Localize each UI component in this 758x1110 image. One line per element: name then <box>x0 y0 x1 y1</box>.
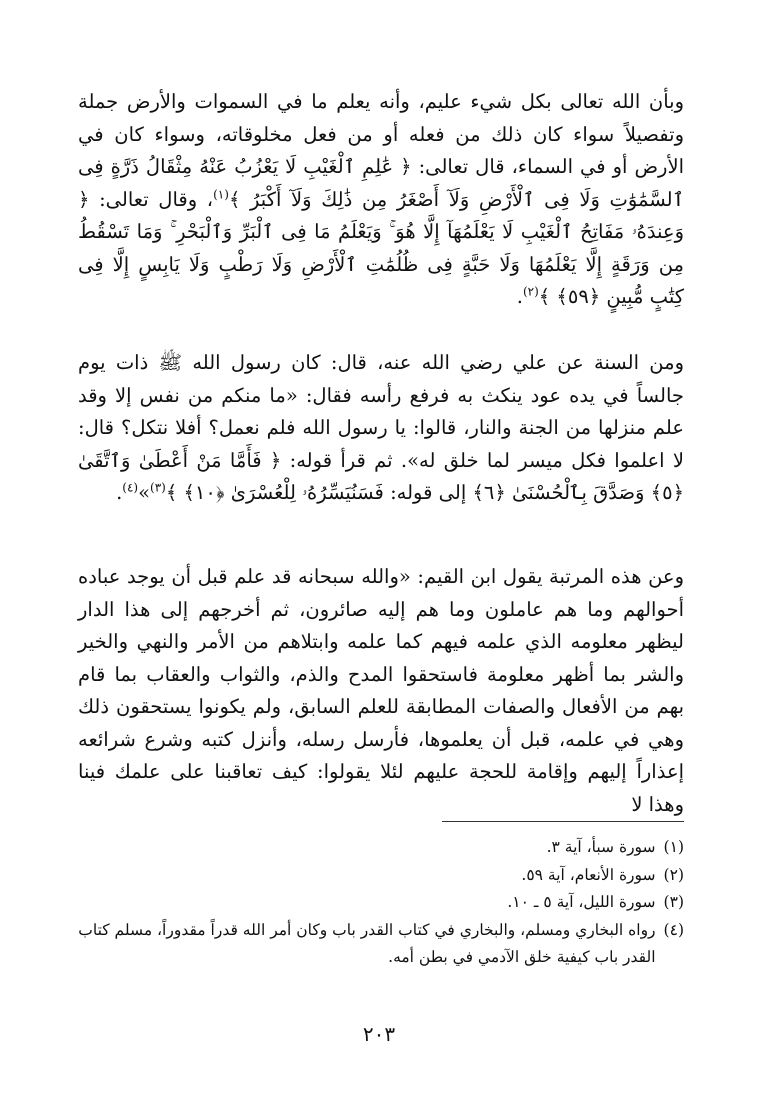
footnote-number: (٤) <box>663 920 684 939</box>
text-segment: وبأن الله تعالى بكل شيء عليم، وأنه يعلم ما في السموات والأرض جملة وتفصيلاً سواء كان ذلك من فعله أو من فعل مخلوقاته، وسواء كان في الأرض أو في السماء، قال تعالى: <box>78 90 684 178</box>
quran-verse: ﴿ فَأَمَّا مَنْ أَعْطَىٰ وَٱتَّقَىٰ ﴿٥﴾ وَصَدَّقَ بِٱلْحُسْنَىٰ ﴿٦﴾ <box>78 448 684 504</box>
footnote-item <box>78 834 684 862</box>
footnote-ref: (١) <box>213 187 229 201</box>
text-segment: إلى قوله: <box>383 481 473 504</box>
paragraph-sunnah <box>78 347 684 510</box>
quran-verse: فَسَنُيَسِّرُهُۥ لِلْعُسْرَىٰ ﴿١٠﴾ ﴾ <box>165 481 384 504</box>
footnote-text: سورة الليل، آية ٥ ـ ١٠. <box>507 893 656 911</box>
footnote-text: سورة سبأ، آية ٣. <box>546 838 656 856</box>
footnote-ref: (٤) <box>122 480 139 495</box>
footnotes <box>78 834 684 972</box>
footnote-divider <box>442 821 684 822</box>
text-segment: . <box>116 481 123 504</box>
text-segment: وعن هذه المرتبة يقول ابن القيم: «والله سبحانه قد علم قبل أن يوجد عباده أحوالهم وما هم عاملون وما هم إليه صائرون، ثم أخرجهم إلى هذا الدار ليظهر معلومه الذي علمه فيهم كما علمه وابتلاهم من الأمر والنهي والخير والشر بما أظهر معلومة فاستحقوا المدح والذم، والثواب والعقاب بما قام بهم من الأفعال والصفات المطابقة للعلم السابق، ولم يكونوا يستحقون ذلك وهي في علمه، قبل أن يعلموها، فأرسل رسله، وأنزل كتبه وشرع شرائعه إعذاراً إليهم وإقامة للحجة عليهم لئلا يقولوا: كيف تعاقبنا على علمك فينا وهذا لا <box>78 565 684 816</box>
footnote-text: رواه البخاري ومسلم، والبخاري في كتاب القدر باب وكان أمر الله قدراً مقدوراً، مسلم كتاب القدر باب كيفية خلق الآدمي في بطن أمه. <box>78 920 656 966</box>
text-segment: ومن السنة عن علي رضي الله عنه، قال: كان رسول الله ﷺ ذات يوم جالساً في يده عود ينكث به فرفع رأسه فقال: «ما منكم من نفس إلا وقد علم منزلها من الجنة والنار، قالوا: يا رسول الله فلم نعمل؟ أفلا نتكل؟ قال: لا اعلموا فكل ميسر لما خلق له». ثم قرأ قوله: <box>78 351 684 472</box>
footnote-number: (٣) <box>663 893 684 911</box>
paragraph-intro <box>78 86 684 314</box>
page-number: ٢٠٣ <box>362 1022 396 1046</box>
text-segment: » <box>138 481 151 504</box>
footnote-number: (٢) <box>663 865 684 884</box>
quran-verse: ﴿ وَعِندَهُۥ مَفَاتِحُ ٱلْغَيْبِ لَا يَعْلَمُهَآ إِلَّا هُوَ ۚ وَيَعْلَمُ مَا فِى ٱلْبَرِّ وَٱلْبَحْرِ ۚ وَمَا تَسْقُطُ مِن وَرَقَةٍ إِلَّا يَعْلَمُهَا وَلَا حَبَّةٍ فِى ظُلُمَٰتِ ٱلْأَرْضِ وَلَا رَطْبٍ وَلَا يَابِسٍ إِلَّا فِى كِتَٰبٍ مُّبِينٍ ﴿٥٩﴾ ﴾ <box>78 187 684 308</box>
footnote-ref: (٣) <box>150 480 166 495</box>
footnote-item <box>78 917 684 972</box>
footnote-ref: (٢) <box>522 284 539 299</box>
quran-verse: ﴿ عَٰلِمِ ٱلْغَيْبِ لَا يَعْزُبُ عَنْهُ مِثْقَالُ ذَرَّةٍ فِى ٱلسَّمَٰوَٰتِ وَلَا فِى ٱلْأَرْضِ وَلَآ أَصْغَرُ مِن ذَٰلِكَ وَلَآ أَكْبَرُ ﴾ <box>78 155 684 211</box>
text-segment: ، وقال تعالى: <box>89 187 214 211</box>
paragraph-ibn-qayyim <box>78 561 684 821</box>
footnote-item <box>78 862 684 890</box>
footnote-text: سورة الأنعام، آية ٥٩. <box>521 865 656 884</box>
footnote-item <box>78 889 684 917</box>
footnote-number: (١) <box>663 838 684 856</box>
text-segment: . <box>516 285 523 308</box>
